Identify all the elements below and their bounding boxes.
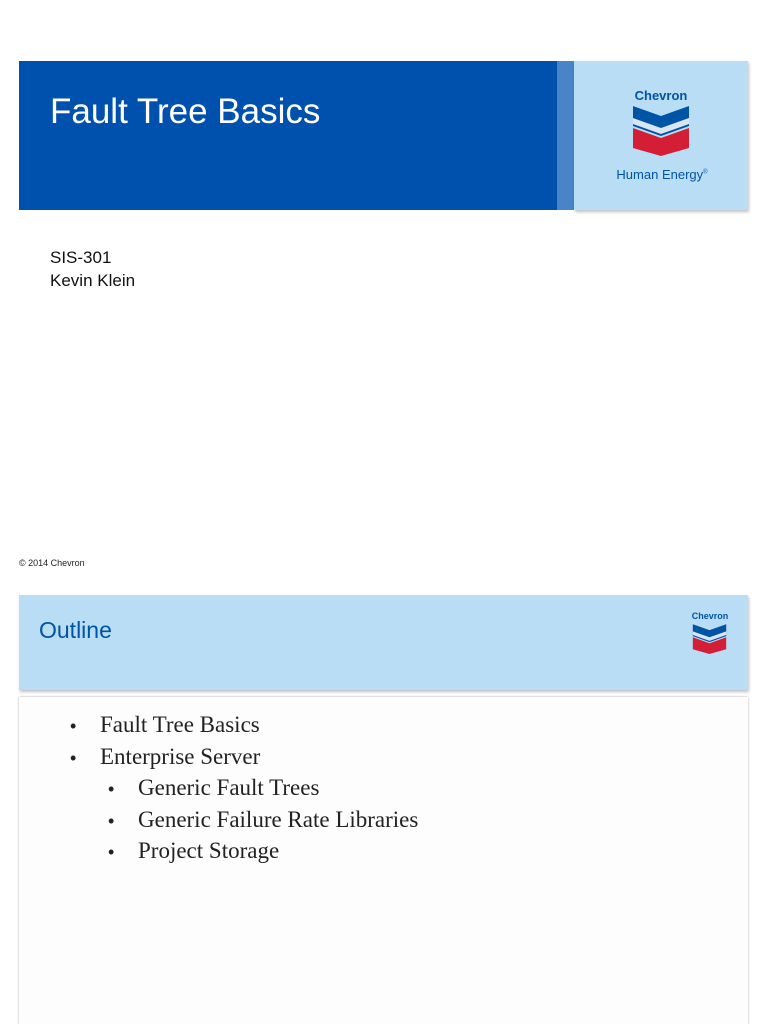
chevron-logo-icon (690, 623, 729, 654)
brand-wordmark-small: Chevron (691, 611, 729, 621)
author-name: Kevin Klein (50, 271, 136, 290)
bullet-icon: • (108, 779, 115, 799)
outline-item (70, 805, 418, 837)
outline-item-text: Fault Tree Basics (100, 712, 260, 737)
chevron-logo-icon (631, 104, 691, 156)
outline-item-text: Generic Failure Rate Libraries (138, 806, 419, 832)
title-meta (50, 246, 135, 292)
brand-tagline-text: Human Energy (616, 167, 704, 182)
brand-tagline (590, 167, 734, 182)
bullet-icon: • (70, 716, 77, 736)
outline-item (70, 710, 418, 742)
brand-wordmark: Chevron (634, 88, 688, 103)
outline-item-text: Generic Fault Trees (138, 775, 320, 800)
slide-title: Fault Tree Basics (50, 92, 321, 131)
bullet-icon: • (70, 747, 77, 768)
outline-list (70, 710, 418, 868)
outline-item (70, 773, 418, 805)
registered-mark: ® (703, 169, 708, 176)
banner-stripe (557, 61, 574, 210)
outline-item (70, 836, 418, 868)
outline-item (70, 742, 418, 774)
copyright-notice: © 2014 Chevron (19, 558, 85, 568)
bullet-icon: • (108, 842, 115, 862)
title-banner (19, 61, 557, 210)
outline-title: Outline (39, 617, 112, 643)
course-code: SIS-301 (50, 248, 112, 267)
outline-item-text: Enterprise Server (100, 743, 261, 769)
bullet-icon: • (108, 810, 115, 831)
outline-item-text: Project Storage (138, 838, 280, 863)
outline-header (19, 595, 748, 690)
